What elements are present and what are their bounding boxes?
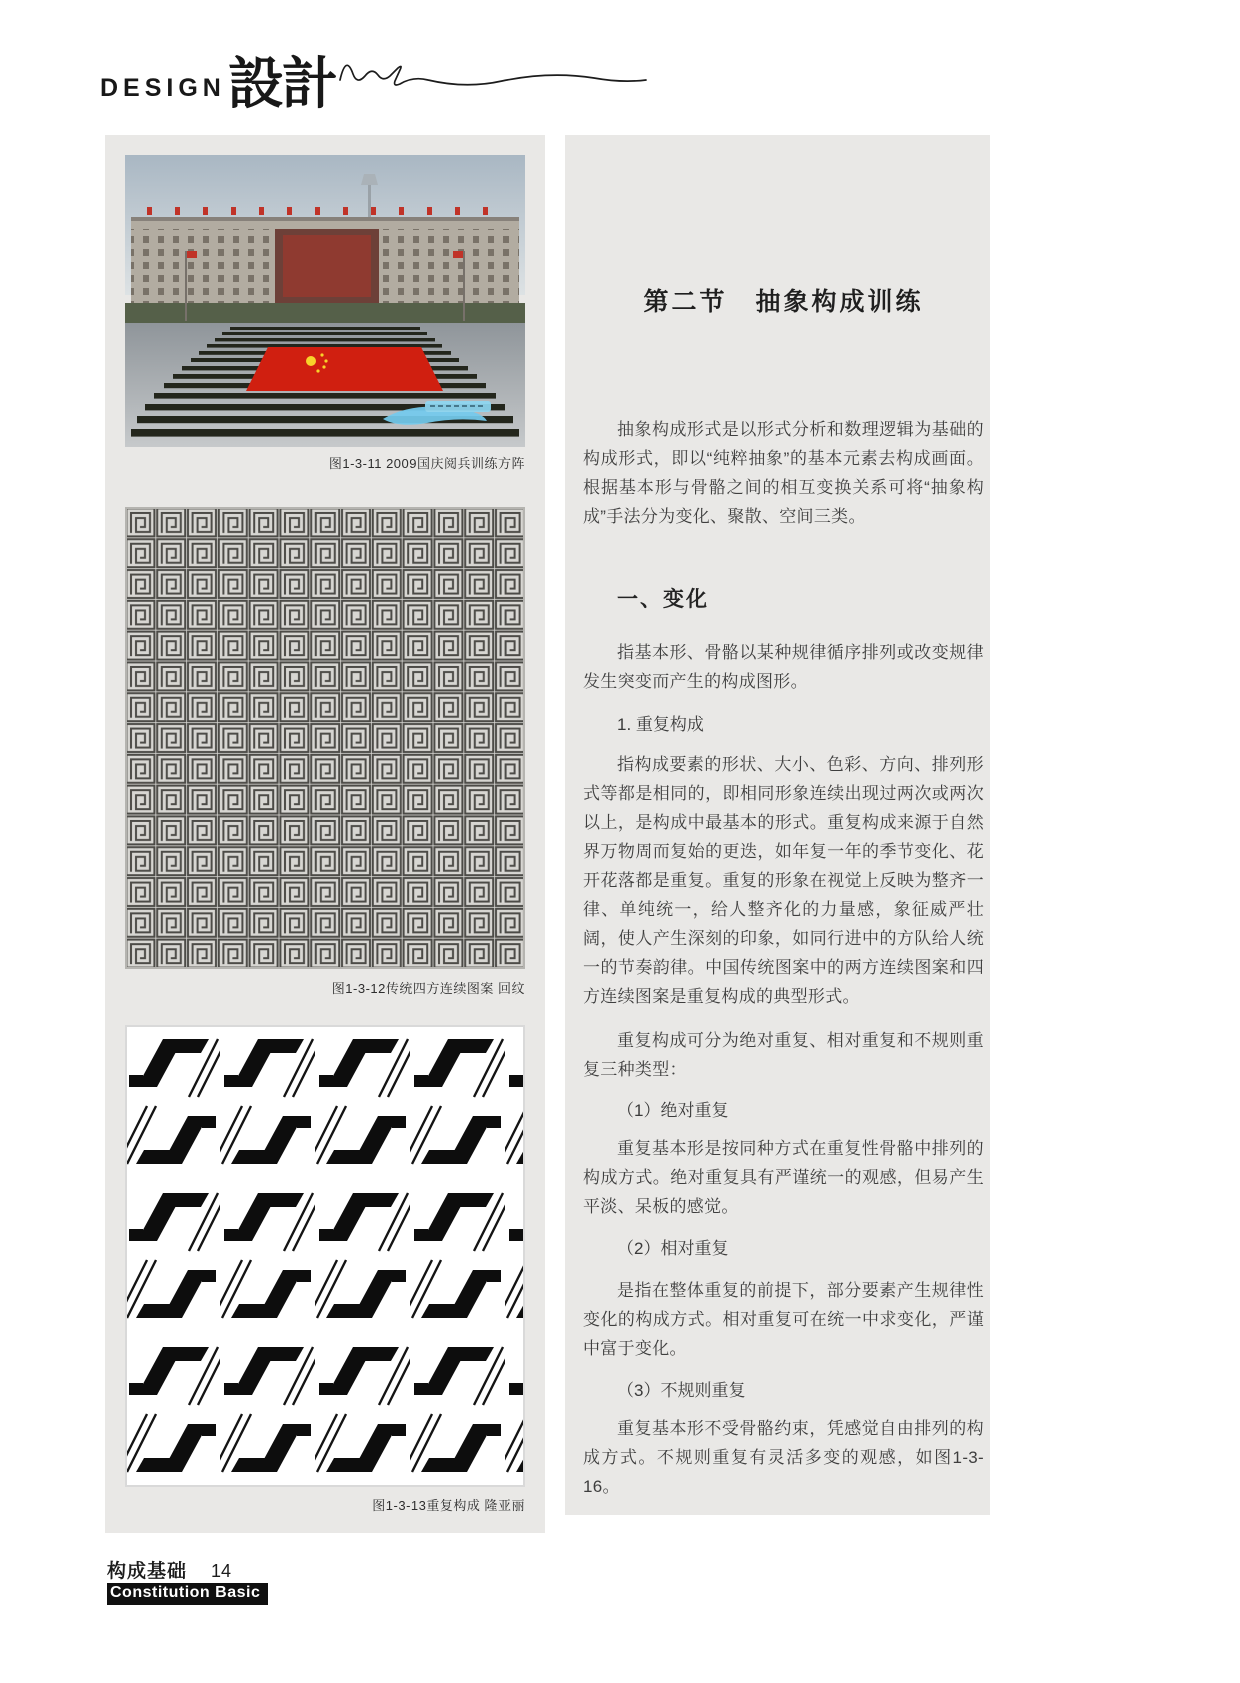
irregular-repeat-body: 重复基本形不受骨骼约束，凭感觉自由排列的构成方式。不规则重复有灵活多变的观感，如图1-3-16。 [583,1419,984,1496]
logo-flourish-wave-icon [338,44,648,100]
irregular-repeat-heading: （3）不规则重复 [617,1381,746,1400]
subsection-heading-change: 一、变化 [617,588,709,611]
meander-pattern-illustration [125,507,525,969]
figure-parade-photo [125,155,525,447]
parade-photo-illustration [125,155,525,447]
absolute-repeat-body: 重复基本形是按同种方式在重复性骨骼中排列的构成方式。绝对重复具有严谨统一的观感，但易产生平淡、呆板的感觉。 [583,1139,984,1216]
figure-repeat-pattern [125,1025,525,1487]
relative-repeat-heading: （2）相对重复 [617,1239,729,1258]
page-number: 14 [211,1561,232,1581]
repeat-pattern-illustration [125,1025,525,1487]
figure2-caption: 图1-3-12传统四方连续图案 回纹 [331,981,525,996]
footer-book-title-cn: 构成基础 [107,1561,188,1582]
logo-cjk-text: 設計 [227,51,336,115]
repeat-composition-body: 指构成要素的形状、大小、色彩、方向、排列形式等都是相同的，即相同形象连续出现过两次或两次以上，是构成中最基本的形式。重复构成来源于自然界万物周而复始的更迭，如年复一年的季节变化、花开花落都是重复。重复的形象在视觉上反映为整齐一律、单纯统一，给人整齐化的力量感，象征威严壮阔，使人产生深刻的印象，如同行进中的方队给人统一的节奏韵律。中国传统图案中的两方连续图案和四方连续图案是重复构成的典型形式。 [583,755,984,1006]
change-lead-paragraph: 指基本形、骨骼以某种规律循序排列或改变规律发生突变而产生的构成图形。 [583,643,984,691]
logo-latin-text: DESIGN [100,74,226,102]
intro-paragraph: 抽象构成形式是以形式分析和数理逻辑为基础的构成形式，即以“纯粹抽象”的基本元素去构成画面。根据基本形与骨骼之间的相互变换关系可将“抽象构成”手法分为变化、聚散、空间三类。 [583,420,984,526]
footer-book-title [107,1556,231,1583]
figure1-caption: 图1-3-11 2009国庆阅兵训练方阵 [328,456,525,471]
absolute-repeat-heading: （1）绝对重复 [617,1101,729,1120]
repeat-composition-heading: 1. 重复构成 [617,715,704,734]
design-logo [100,44,648,115]
section-title: 第二节 抽象构成训练 [643,288,924,316]
footer-book-title-en: Constitution Basic [107,1583,268,1605]
figures-panel [105,135,545,1533]
repeat-types-intro: 重复构成可分为绝对重复、相对重复和不规则重复三种类型： [583,1031,984,1079]
article-panel [565,135,990,1515]
relative-repeat-body: 是指在整体重复的前提下，部分要素产生规律性变化的构成方式。相对重复可在统一中求变化，严谨中富于变化。 [583,1281,984,1358]
figure3-caption: 图1-3-13重复构成 隆亚丽 [372,1498,525,1513]
figure-meander-pattern [125,507,525,969]
